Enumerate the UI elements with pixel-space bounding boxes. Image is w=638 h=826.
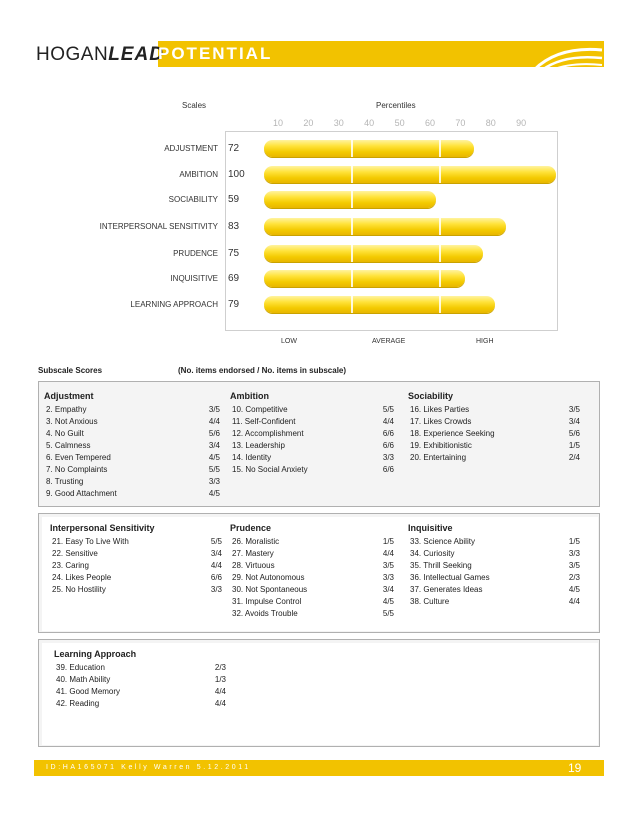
- subscale-value: 4/5: [208, 453, 220, 462]
- subscale-note: (No. items endorsed / No. items in subscale): [178, 366, 347, 375]
- subscale-number: 30.: [232, 585, 244, 594]
- subscale-value: 4/4: [210, 561, 222, 570]
- subscale-row: [232, 452, 394, 464]
- subscale-number: 13.: [232, 441, 244, 450]
- swirl-logo-icon: [528, 40, 606, 72]
- subscale-row: [56, 698, 226, 710]
- subscale-label: Trusting: [54, 477, 84, 486]
- bar-divider: [351, 191, 353, 208]
- subscale-label: Not Autonomous: [245, 573, 305, 582]
- subscale-row: [56, 686, 226, 698]
- subscale-value: 5/5: [382, 405, 394, 414]
- subscale-label: No Complaints: [54, 465, 108, 474]
- subscale-number: 22.: [52, 549, 64, 558]
- bar-divider: [351, 245, 353, 262]
- subscale-label: No Hostility: [65, 585, 106, 594]
- subscale-number: 26.: [232, 537, 244, 546]
- subscale-value: 3/5: [568, 561, 580, 570]
- subscale-number: 2.: [46, 405, 53, 414]
- bar-divider: [439, 296, 441, 313]
- percentile-tick: 10: [272, 118, 283, 128]
- subscale-row: [410, 536, 580, 548]
- subscale-row: [52, 548, 222, 560]
- subscale-label: Culture: [423, 597, 450, 606]
- scale-score: 69: [228, 273, 240, 284]
- percentiles-label: Percentiles: [376, 101, 416, 110]
- subscale-row: [410, 416, 580, 428]
- scale-score: 75: [228, 248, 240, 259]
- subscale-label: Likes Parties: [423, 405, 470, 414]
- subscale-label: Exhibitionistic: [423, 441, 472, 450]
- subscale-number: 37.: [410, 585, 422, 594]
- subscale-value: 3/3: [382, 573, 394, 582]
- scales-label: Scales: [182, 101, 207, 110]
- subscale-value: 5/5: [382, 609, 394, 618]
- subscale-value: 4/4: [568, 597, 580, 606]
- subscale-number: 36.: [410, 573, 422, 582]
- subscale-value: 3/4: [568, 417, 580, 426]
- scale-bar: [264, 218, 506, 235]
- subscale-label: Good Attachment: [54, 489, 117, 498]
- subscale-label: Impulse Control: [245, 597, 302, 606]
- percentile-tick: 30: [333, 118, 344, 128]
- subscale-value: 3/4: [210, 549, 222, 558]
- subscale-value: 5/6: [208, 429, 220, 438]
- subscale-row: [232, 548, 394, 560]
- percentile-tick: 40: [364, 118, 375, 128]
- subscale-value: 4/4: [214, 687, 226, 696]
- subscale-number: 17.: [410, 417, 422, 426]
- subscale-number: 32.: [232, 609, 244, 618]
- subscale-group-title: Adjustment: [44, 391, 94, 401]
- subscale-value: 3/5: [568, 405, 580, 414]
- bar-divider: [439, 270, 441, 287]
- subscale-value: 5/5: [208, 465, 220, 474]
- subscale-number: 10.: [232, 405, 244, 414]
- subscale-label: Generates Ideas: [423, 585, 483, 594]
- subscale-label: No Social Anxiety: [245, 465, 308, 474]
- subscale-label: Caring: [65, 561, 89, 570]
- bar-divider: [351, 140, 353, 157]
- subscale-number: 23.: [52, 561, 64, 570]
- subscale-label: Thrill Seeking: [423, 561, 472, 570]
- subscale-row: [46, 416, 220, 428]
- scale-label: INTERPERSONAL SENSITIVITY: [99, 222, 218, 231]
- subscale-value: 4/4: [382, 417, 394, 426]
- subscale-row: [232, 404, 394, 416]
- subscale-row: [52, 584, 222, 596]
- subscale-value: 4/4: [208, 417, 220, 426]
- subscale-label: Education: [69, 663, 105, 672]
- subscale-value: 3/5: [208, 405, 220, 414]
- subscale-row: [410, 560, 580, 572]
- subscale-row: [56, 662, 226, 674]
- brand-logo: [36, 44, 164, 66]
- subscale-label: No Guilt: [54, 429, 84, 438]
- scale-score: 83: [228, 221, 240, 232]
- subscale-label: Identity: [245, 453, 272, 462]
- bar-divider: [439, 166, 441, 183]
- percentile-tick: 20: [303, 118, 314, 128]
- subscale-group-title: Inquisitive: [408, 523, 453, 533]
- brand-lead: LEAD: [108, 44, 164, 65]
- bar-divider: [351, 296, 353, 313]
- bar-divider: [439, 218, 441, 235]
- range-label: AVERAGE: [372, 338, 406, 345]
- subscale-number: 27.: [232, 549, 244, 558]
- subscale-row: [232, 416, 394, 428]
- subscale-value: 4/5: [208, 489, 220, 498]
- subscale-number: 39.: [56, 663, 68, 672]
- subscale-label: Math Ability: [69, 675, 111, 684]
- subscale-value: 6/6: [382, 441, 394, 450]
- subscale-row: [52, 572, 222, 584]
- subscale-value: 6/6: [382, 429, 394, 438]
- subscale-label: Not Spontaneous: [245, 585, 308, 594]
- bar-divider: [351, 218, 353, 235]
- subscale-row: [46, 404, 220, 416]
- subscale-row: [410, 428, 580, 440]
- scale-bar: [264, 245, 483, 262]
- subscale-label: Entertaining: [423, 453, 467, 462]
- subscale-number: 3.: [46, 417, 53, 426]
- subscale-number: 28.: [232, 561, 244, 570]
- subscale-label: Accomplishment: [244, 429, 304, 438]
- subscale-row: [410, 452, 580, 464]
- page-number: 19: [568, 761, 582, 775]
- scale-label: AMBITION: [179, 170, 218, 179]
- bar-divider: [439, 245, 441, 262]
- subscale-number: 8.: [46, 477, 53, 486]
- subscale-row: [46, 464, 220, 476]
- scale-label: ADJUSTMENT: [164, 144, 218, 153]
- subscale-number: 11.: [232, 417, 243, 426]
- subscale-group-title: Interpersonal Sensitivity: [50, 523, 155, 533]
- subscale-number: 7.: [46, 465, 53, 474]
- subscale-label: Intellectual Games: [423, 573, 490, 582]
- subscale-row: [46, 440, 220, 452]
- subscale-label: Likes People: [65, 573, 112, 582]
- subscale-value: 3/3: [568, 549, 580, 558]
- subscale-row: [46, 488, 220, 500]
- subscale-label: Mastery: [245, 549, 274, 558]
- subscale-row: [232, 596, 394, 608]
- scale-bar: [264, 191, 436, 208]
- subscale-value: 4/4: [382, 549, 394, 558]
- subscale-value: 1/3: [214, 675, 226, 684]
- subscale-group-title: Learning Approach: [54, 649, 137, 659]
- subscale-number: 20.: [410, 453, 422, 462]
- subscale-number: 24.: [52, 573, 64, 582]
- subscale-label: Avoids Trouble: [244, 609, 298, 618]
- subscale-number: 33.: [410, 537, 422, 546]
- bar-divider: [351, 166, 353, 183]
- range-label: LOW: [281, 338, 297, 345]
- percentile-tick: 70: [455, 118, 466, 128]
- subscale-row: [46, 452, 220, 464]
- scale-label: PRUDENCE: [173, 249, 218, 258]
- subscale-value: 1/5: [568, 441, 580, 450]
- subscale-value: 4/4: [214, 699, 226, 708]
- subscale-value: 3/3: [208, 477, 220, 486]
- subscale-value: 6/6: [210, 573, 222, 582]
- footer-id: ID:HA165071 Kelly Warren 5.12.2011: [46, 764, 251, 771]
- subscale-label: Good Memory: [69, 687, 121, 696]
- scale-bar: [264, 166, 556, 183]
- subscale-number: 19.: [410, 441, 422, 450]
- subscale-number: 35.: [410, 561, 422, 570]
- scale-score: 72: [228, 143, 240, 154]
- percentile-tick: 80: [485, 118, 496, 128]
- subscale-value: 6/6: [382, 465, 394, 474]
- subscale-value: 2/4: [568, 453, 580, 462]
- subscale-label: Reading: [69, 699, 100, 708]
- subscale-row: [410, 572, 580, 584]
- subscale-title: Subscale Scores: [38, 366, 103, 375]
- subscale-label: Leadership: [245, 441, 285, 450]
- subscale-label: Sensitive: [65, 549, 98, 558]
- subscale-row: [232, 572, 394, 584]
- scale-label: INQUISITIVE: [170, 274, 218, 283]
- scale-score: 59: [228, 194, 240, 205]
- percentile-tick: 50: [394, 118, 405, 128]
- scale-bar: [264, 140, 474, 157]
- subscale-value: 2/3: [214, 663, 226, 672]
- subscale-row: [232, 464, 394, 476]
- subscale-label: Moralistic: [245, 537, 280, 546]
- scale-score: 100: [228, 169, 245, 180]
- subscale-label: Competitive: [245, 405, 288, 414]
- subscale-label: Likes Crowds: [423, 417, 472, 426]
- subscale-value: 1/5: [568, 537, 580, 546]
- subscale-value: 4/5: [568, 585, 580, 594]
- subscale-number: 12.: [232, 429, 244, 438]
- report-title: POTENTIAL: [158, 44, 273, 63]
- bar-divider: [439, 140, 441, 157]
- subscale-number: 25.: [52, 585, 64, 594]
- subscale-value: 5/6: [568, 429, 580, 438]
- subscale-number: 14.: [232, 453, 244, 462]
- subscale-number: 34.: [410, 549, 422, 558]
- subscale-value: 3/4: [382, 585, 394, 594]
- range-label: HIGH: [476, 338, 494, 345]
- subscale-value: 3/5: [382, 561, 394, 570]
- subscale-row: [410, 596, 580, 608]
- scale-bar: [264, 270, 465, 287]
- subscale-row: [232, 560, 394, 572]
- subscale-row: [232, 428, 394, 440]
- subscale-row: [232, 440, 394, 452]
- subscale-number: 29.: [232, 573, 244, 582]
- subscale-row: [232, 608, 394, 620]
- subscale-value: 2/3: [568, 573, 580, 582]
- subscale-row: [46, 476, 220, 488]
- percentile-tick: 60: [424, 118, 435, 128]
- subscale-number: 9.: [46, 489, 53, 498]
- subscale-number: 5.: [46, 441, 53, 450]
- scale-bar: [264, 296, 495, 313]
- subscale-value: 5/5: [210, 537, 222, 546]
- subscale-value: 3/4: [208, 441, 220, 450]
- scale-score: 79: [228, 299, 240, 310]
- subscale-row: [52, 560, 222, 572]
- subscale-label: Experience Seeking: [423, 429, 495, 438]
- subscale-row: [52, 536, 222, 548]
- subscale-value: 4/5: [382, 597, 394, 606]
- subscale-label: Science Ability: [423, 537, 475, 546]
- subscale-number: 15.: [232, 465, 244, 474]
- subscale-group-title: Sociability: [408, 391, 454, 401]
- subscale-row: [410, 404, 580, 416]
- subscale-number: 21.: [52, 537, 64, 546]
- subscale-number: 41.: [56, 687, 68, 696]
- subscale-value: 1/5: [382, 537, 394, 546]
- subscale-row: [56, 674, 226, 686]
- subscale-number: 4.: [46, 429, 53, 438]
- subscale-label: Not Anxious: [54, 417, 98, 426]
- subscale-number: 31.: [232, 597, 244, 606]
- subscale-number: 40.: [56, 675, 68, 684]
- subscale-label: Easy To Live With: [65, 537, 129, 546]
- subscale-label: Virtuous: [245, 561, 275, 570]
- brand-hogan: HOGAN: [36, 44, 109, 65]
- subscale-number: 16.: [410, 405, 422, 414]
- subscale-value: 3/3: [210, 585, 222, 594]
- subscale-label: Curiosity: [423, 549, 455, 558]
- subscale-row: [410, 440, 580, 452]
- scale-label: LEARNING APPROACH: [130, 300, 218, 309]
- subscale-row: [410, 548, 580, 560]
- subscale-row: [232, 584, 394, 596]
- bar-divider: [351, 270, 353, 287]
- subscale-row: [46, 428, 220, 440]
- subscale-label: Self-Confident: [244, 417, 296, 426]
- scale-label: SOCIABILITY: [168, 195, 218, 204]
- subscale-label: Even Tempered: [54, 453, 111, 462]
- subscale-number: 18.: [410, 429, 422, 438]
- subscale-label: Calmness: [54, 441, 91, 450]
- subscale-group-title: Ambition: [230, 391, 269, 401]
- subscale-row: [232, 536, 394, 548]
- subscale-label: Empathy: [54, 405, 87, 414]
- subscale-number: 38.: [410, 597, 422, 606]
- percentile-tick: 90: [516, 118, 527, 128]
- subscale-row: [410, 584, 580, 596]
- subscale-group-title: Prudence: [230, 523, 272, 533]
- subscale-value: 3/3: [382, 453, 394, 462]
- subscale-number: 42.: [56, 699, 68, 708]
- subscale-number: 6.: [46, 453, 53, 462]
